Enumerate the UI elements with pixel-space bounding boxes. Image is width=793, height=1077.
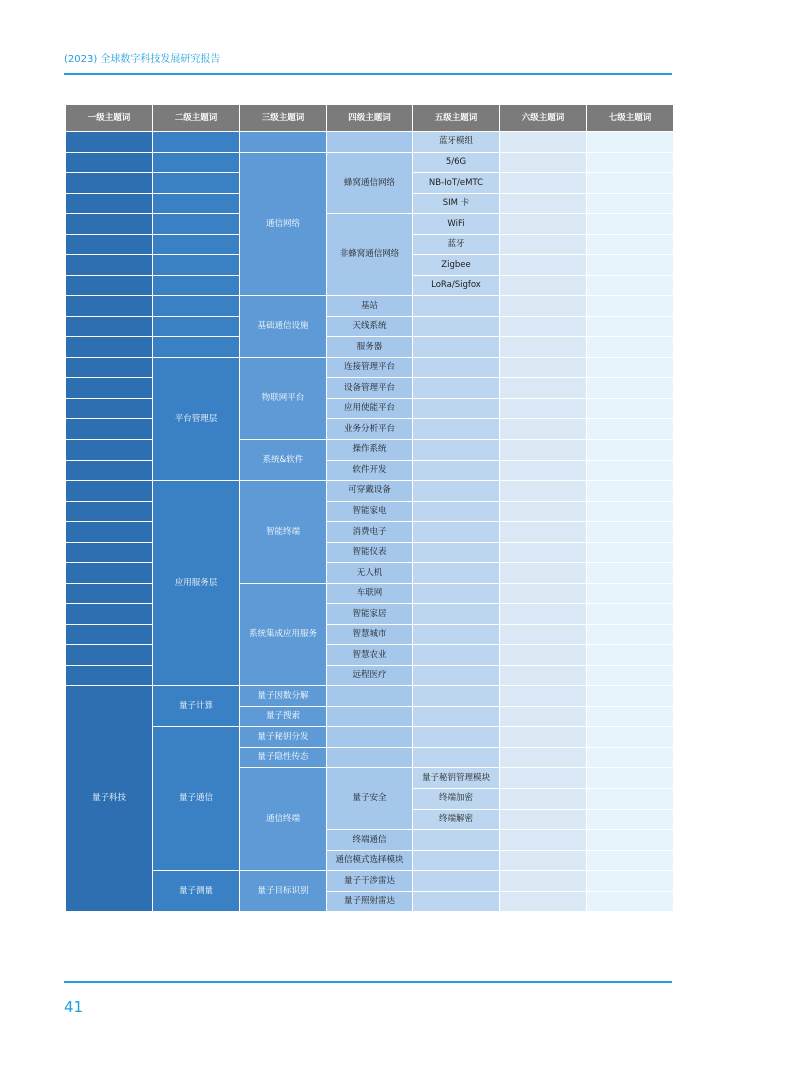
level6-cell (500, 132, 587, 153)
level2-cell: 应用服务层 (153, 481, 240, 686)
level7-cell (587, 891, 674, 912)
level2-cell: 平台管理层 (153, 357, 240, 480)
level5-cell (413, 747, 500, 768)
level1-cell (66, 296, 153, 317)
level7-cell (587, 665, 674, 686)
level3-cell (240, 132, 327, 153)
level7-cell (587, 255, 674, 276)
level7-cell (587, 214, 674, 235)
level5-cell (413, 296, 500, 317)
level6-cell (500, 830, 587, 851)
level5-cell (413, 398, 500, 419)
level7-cell (587, 809, 674, 830)
level5-cell (413, 583, 500, 604)
level4-cell: 应用使能平台 (327, 398, 413, 419)
report-header-title: (2023) 全球数字科技发展研究报告 (64, 54, 221, 65)
level2-cell (153, 214, 240, 235)
table-row (66, 337, 674, 358)
level7-cell (587, 501, 674, 522)
level4-cell: 连接管理平台 (327, 357, 413, 378)
level4-cell: 设备管理平台 (327, 378, 413, 399)
level2-cell (153, 234, 240, 255)
level6-cell (500, 255, 587, 276)
level1-cell (66, 460, 153, 481)
level6-cell (500, 193, 587, 214)
column-header: 二级主题词 (153, 105, 240, 132)
level4-cell: 服务器 (327, 337, 413, 358)
level1-cell (66, 624, 153, 645)
level5-cell (413, 563, 500, 584)
level5-cell (413, 850, 500, 871)
level5-cell (413, 727, 500, 748)
level6-cell (500, 152, 587, 173)
level5-cell: LoRa/Sigfox (413, 275, 500, 296)
table-row (66, 727, 674, 748)
level4-cell: 终端通信 (327, 830, 413, 851)
level1-cell (66, 522, 153, 543)
column-header: 五级主题词 (413, 105, 500, 132)
level6-cell (500, 522, 587, 543)
level5-cell (413, 830, 500, 851)
level1-cell: 量子科技 (66, 686, 153, 912)
table-row (66, 481, 674, 502)
level4-cell: 天线系统 (327, 316, 413, 337)
level5-cell (413, 645, 500, 666)
level7-cell (587, 398, 674, 419)
level4-cell (327, 727, 413, 748)
level5-cell (413, 357, 500, 378)
level7-cell (587, 542, 674, 563)
level4-cell: 量子安全 (327, 768, 413, 830)
level1-cell (66, 173, 153, 194)
level5-cell: Zigbee (413, 255, 500, 276)
level2-cell (153, 296, 240, 317)
level1-cell (66, 152, 153, 173)
level6-cell (500, 563, 587, 584)
level1-cell (66, 255, 153, 276)
level6-cell (500, 398, 587, 419)
level4-cell: 量子干涉雷达 (327, 871, 413, 892)
level2-cell: 量子测量 (153, 871, 240, 912)
level2-cell (153, 152, 240, 173)
level1-cell (66, 275, 153, 296)
level6-cell (500, 727, 587, 748)
table-row (66, 316, 674, 337)
level1-cell (66, 214, 153, 235)
level3-cell: 量子因数分解 (240, 686, 327, 707)
level3-cell: 通信网络 (240, 152, 327, 296)
level6-cell (500, 419, 587, 440)
level5-cell (413, 481, 500, 502)
level6-cell (500, 439, 587, 460)
level7-cell (587, 563, 674, 584)
level6-cell (500, 275, 587, 296)
level5-cell (413, 706, 500, 727)
level5-cell: 量子秘钥管理模块 (413, 768, 500, 789)
level1-cell (66, 542, 153, 563)
table-row (66, 214, 674, 235)
level4-cell: 无人机 (327, 563, 413, 584)
level4-cell: 可穿戴设备 (327, 481, 413, 502)
level6-cell (500, 706, 587, 727)
level7-cell (587, 275, 674, 296)
level1-cell (66, 604, 153, 625)
level3-cell: 基础通信设施 (240, 296, 327, 358)
level7-cell (587, 522, 674, 543)
level5-cell: 蓝牙模组 (413, 132, 500, 153)
level7-cell (587, 747, 674, 768)
table-row (66, 296, 674, 317)
level2-cell (153, 193, 240, 214)
level7-cell (587, 357, 674, 378)
level7-cell (587, 378, 674, 399)
level1-cell (66, 132, 153, 153)
level3-cell: 量子搜索 (240, 706, 327, 727)
level2-cell: 量子通信 (153, 727, 240, 871)
level1-cell (66, 193, 153, 214)
level6-cell (500, 173, 587, 194)
level4-cell (327, 706, 413, 727)
table-header-row (66, 105, 674, 132)
level4-cell: 智能家电 (327, 501, 413, 522)
level7-cell (587, 850, 674, 871)
level3-cell: 系统集成应用服务 (240, 583, 327, 686)
level6-cell (500, 850, 587, 871)
footer-divider (64, 981, 672, 983)
level5-cell (413, 419, 500, 440)
level4-cell: 蜂窝通信网络 (327, 152, 413, 214)
level7-cell (587, 173, 674, 194)
level5-cell (413, 439, 500, 460)
table-row (66, 871, 674, 892)
level3-cell: 量子秘钥分发 (240, 727, 327, 748)
level4-cell (327, 132, 413, 153)
level4-cell: 量子照射雷达 (327, 891, 413, 912)
level5-cell: WiFi (413, 214, 500, 235)
level2-cell: 量子计算 (153, 686, 240, 727)
level5-cell (413, 337, 500, 358)
level4-cell: 基站 (327, 296, 413, 317)
level6-cell (500, 481, 587, 502)
topic-hierarchy-table (65, 104, 674, 912)
level6-cell (500, 378, 587, 399)
level5-cell (413, 665, 500, 686)
level4-cell (327, 686, 413, 707)
header-divider (64, 73, 672, 75)
level5-cell: 5/6G (413, 152, 500, 173)
level1-cell (66, 398, 153, 419)
level4-cell: 智慧城市 (327, 624, 413, 645)
level2-cell (153, 275, 240, 296)
level6-cell (500, 871, 587, 892)
level1-cell (66, 501, 153, 522)
level6-cell (500, 686, 587, 707)
level6-cell (500, 316, 587, 337)
level1-cell (66, 316, 153, 337)
level7-cell (587, 727, 674, 748)
level6-cell (500, 214, 587, 235)
level3-cell: 系统&软件 (240, 439, 327, 480)
level5-cell (413, 891, 500, 912)
level7-cell (587, 481, 674, 502)
page-number: 41 (64, 998, 84, 1016)
level7-cell (587, 604, 674, 625)
level7-cell (587, 789, 674, 810)
level6-cell (500, 460, 587, 481)
table-row (66, 357, 674, 378)
level6-cell (500, 583, 587, 604)
level4-cell: 非蜂窝通信网络 (327, 214, 413, 296)
level7-cell (587, 296, 674, 317)
level1-cell (66, 481, 153, 502)
level4-cell: 远程医疗 (327, 665, 413, 686)
level6-cell (500, 604, 587, 625)
level6-cell (500, 645, 587, 666)
level5-cell (413, 522, 500, 543)
column-header: 三级主题词 (240, 105, 327, 132)
level2-cell (153, 337, 240, 358)
level1-cell (66, 337, 153, 358)
level1-cell (66, 439, 153, 460)
level6-cell (500, 357, 587, 378)
level2-cell (153, 255, 240, 276)
level5-cell: 终端解密 (413, 809, 500, 830)
level6-cell (500, 296, 587, 317)
level1-cell (66, 563, 153, 584)
level7-cell (587, 645, 674, 666)
level6-cell (500, 501, 587, 522)
level2-cell (153, 132, 240, 153)
level3-cell: 量子隐性传态 (240, 747, 327, 768)
level1-cell (66, 378, 153, 399)
level7-cell (587, 132, 674, 153)
level6-cell (500, 234, 587, 255)
level5-cell (413, 378, 500, 399)
table-row (66, 686, 674, 707)
level5-cell (413, 871, 500, 892)
level7-cell (587, 152, 674, 173)
level6-cell (500, 809, 587, 830)
level4-cell: 软件开发 (327, 460, 413, 481)
level7-cell (587, 871, 674, 892)
table-row (66, 132, 674, 153)
level3-cell: 智能终端 (240, 481, 327, 584)
level2-cell (153, 173, 240, 194)
table-row (66, 152, 674, 173)
level7-cell (587, 460, 674, 481)
level4-cell: 消费电子 (327, 522, 413, 543)
level4-cell: 业务分析平台 (327, 419, 413, 440)
level3-cell: 量子目标识别 (240, 871, 327, 912)
level7-cell (587, 706, 674, 727)
column-header: 一级主题词 (66, 105, 153, 132)
level6-cell (500, 542, 587, 563)
level4-cell: 操作系统 (327, 439, 413, 460)
level1-cell (66, 234, 153, 255)
level7-cell (587, 439, 674, 460)
level5-cell: SIM 卡 (413, 193, 500, 214)
level5-cell (413, 624, 500, 645)
level5-cell: 终端加密 (413, 789, 500, 810)
level5-cell (413, 316, 500, 337)
level5-cell (413, 542, 500, 563)
level5-cell (413, 686, 500, 707)
level4-cell: 智能仪表 (327, 542, 413, 563)
level6-cell (500, 337, 587, 358)
level6-cell (500, 891, 587, 912)
level7-cell (587, 419, 674, 440)
level5-cell (413, 604, 500, 625)
level3-cell: 物联网平台 (240, 357, 327, 439)
level6-cell (500, 747, 587, 768)
level3-cell: 通信终端 (240, 768, 327, 871)
level7-cell (587, 234, 674, 255)
level1-cell (66, 357, 153, 378)
level5-cell (413, 460, 500, 481)
level5-cell (413, 501, 500, 522)
level5-cell: 蓝牙 (413, 234, 500, 255)
column-header: 六级主题词 (500, 105, 587, 132)
level5-cell: NB-IoT/eMTC (413, 173, 500, 194)
level1-cell (66, 645, 153, 666)
level1-cell (66, 419, 153, 440)
level7-cell (587, 316, 674, 337)
level4-cell: 智慧农业 (327, 645, 413, 666)
column-header: 七级主题词 (587, 105, 674, 132)
level7-cell (587, 337, 674, 358)
level2-cell (153, 316, 240, 337)
level6-cell (500, 768, 587, 789)
level4-cell: 智能家居 (327, 604, 413, 625)
level1-cell (66, 583, 153, 604)
level4-cell (327, 747, 413, 768)
level6-cell (500, 665, 587, 686)
level1-cell (66, 665, 153, 686)
level6-cell (500, 624, 587, 645)
level4-cell: 车联网 (327, 583, 413, 604)
level7-cell (587, 583, 674, 604)
level7-cell (587, 686, 674, 707)
level7-cell (587, 624, 674, 645)
level6-cell (500, 789, 587, 810)
column-header: 四级主题词 (327, 105, 413, 132)
level7-cell (587, 768, 674, 789)
level4-cell: 通信模式选择模块 (327, 850, 413, 871)
level7-cell (587, 830, 674, 851)
level7-cell (587, 193, 674, 214)
